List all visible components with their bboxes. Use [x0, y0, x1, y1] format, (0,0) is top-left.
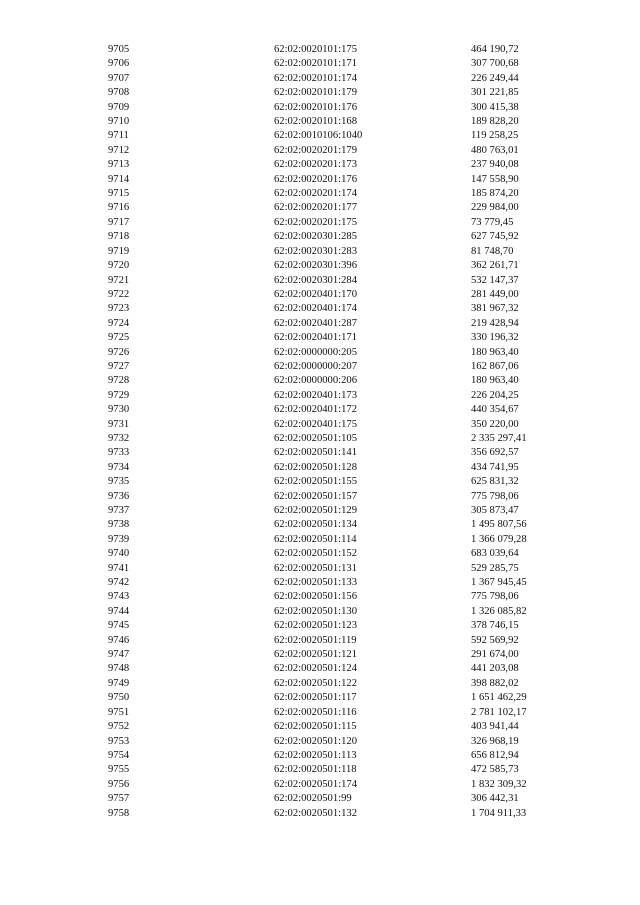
cadastral-number-cell: 62:02:0020101:175	[274, 44, 357, 55]
table-row	[108, 749, 548, 763]
table-row	[108, 547, 548, 561]
cadastral-value-cell: 775 798,06	[471, 490, 519, 502]
row-number-cell: 9716	[108, 202, 130, 214]
row-number-cell: 9754	[108, 749, 130, 761]
cadastral-value-cell: 529 285,75	[471, 562, 519, 574]
table-row	[108, 72, 548, 86]
cadastral-value-cell: 464 190,72	[471, 44, 519, 55]
row-number-cell: 9715	[108, 188, 130, 200]
cadastral-value-cell: 480 763,01	[471, 144, 519, 156]
row-number-cell: 9721	[108, 274, 130, 286]
table-row	[108, 605, 548, 619]
cadastral-value-cell: 434 741,95	[471, 461, 519, 473]
cadastral-value-cell: 1 832 309,32	[471, 778, 527, 790]
cadastral-value-cell: 440 354,67	[471, 404, 519, 416]
cadastral-value-cell: 625 831,32	[471, 476, 519, 488]
cadastral-number-cell: 62:02:0020501:123	[274, 620, 357, 632]
table-row	[108, 144, 548, 158]
table-row	[108, 259, 548, 273]
table-row	[108, 504, 548, 518]
cadastral-number-cell: 62:02:0020501:134	[274, 519, 357, 531]
cadastral-number-cell: 62:02:0020501:156	[274, 591, 357, 603]
row-number-cell: 9718	[108, 231, 130, 243]
cadastral-number-cell: 62:02:0020501:132	[274, 807, 357, 819]
cadastral-value-cell: 226 204,25	[471, 389, 519, 401]
row-number-cell: 9727	[108, 360, 130, 372]
table-row	[108, 662, 548, 676]
cadastral-number-cell: 62:02:0020501:152	[274, 548, 357, 560]
table-row	[108, 302, 548, 316]
row-number-cell: 9729	[108, 389, 130, 401]
table-row	[108, 461, 548, 475]
table-row	[108, 691, 548, 705]
row-number-cell: 9712	[108, 144, 130, 156]
row-number-cell: 9731	[108, 418, 130, 430]
table-row	[108, 331, 548, 345]
cadastral-value-cell: 378 746,15	[471, 620, 519, 632]
table-row	[108, 533, 548, 547]
table-row	[108, 490, 548, 504]
table-row	[108, 274, 548, 288]
cadastral-value-cell: 180 963,40	[471, 346, 519, 358]
table-row	[108, 778, 548, 792]
cadastral-value-cell: 592 569,92	[471, 634, 519, 646]
cadastral-value-cell: 237 940,08	[471, 159, 519, 171]
table-row	[108, 446, 548, 460]
row-number-cell: 9753	[108, 735, 130, 747]
table-row	[108, 648, 548, 662]
cadastral-number-cell: 62:02:0020101:171	[274, 58, 357, 70]
cadastral-number-cell: 62:02:0020501:121	[274, 649, 357, 661]
cadastral-value-cell: 81 748,70	[471, 245, 514, 257]
row-number-cell: 9709	[108, 101, 130, 113]
cadastral-number-cell: 62:02:0020301:283	[274, 245, 357, 257]
cadastral-value-cell: 627 745,92	[471, 231, 519, 243]
row-number-cell: 9733	[108, 447, 130, 459]
cadastral-value-cell: 119 258,25	[471, 130, 519, 142]
row-number-cell: 9744	[108, 605, 130, 617]
cadastral-number-cell: 62:02:0020501:174	[274, 778, 357, 790]
cadastral-value-cell: 398 882,02	[471, 677, 519, 689]
row-number-cell: 9726	[108, 346, 130, 358]
cadastral-number-cell: 62:02:0020101:176	[274, 101, 357, 113]
cadastral-value-cell: 307 700,68	[471, 58, 519, 70]
cadastral-number-cell: 62:02:0020201:175	[274, 216, 357, 228]
row-number-cell: 9723	[108, 303, 130, 315]
row-number-cell: 9737	[108, 505, 130, 516]
cadastral-value-cell: 2 781 102,17	[471, 706, 527, 718]
cadastral-value-cell: 229 984,00	[471, 202, 519, 214]
cadastral-number-cell: 62:02:0020301:284	[274, 274, 357, 286]
row-number-cell: 9750	[108, 692, 130, 704]
row-number-cell: 9740	[108, 548, 130, 560]
row-number-cell: 9734	[108, 461, 130, 473]
table-row	[108, 57, 548, 71]
cadastral-number-cell: 62:02:0020201:173	[274, 159, 357, 171]
row-number-cell: 9706	[108, 58, 130, 70]
cadastral-number-cell: 62:02:0020501:124	[274, 663, 357, 675]
cadastral-number-cell: 62:02:0020401:173	[274, 389, 357, 401]
row-number-cell: 9728	[108, 375, 130, 387]
cadastral-number-cell: 62:02:0000000:206	[274, 375, 357, 387]
table-row	[108, 317, 548, 331]
cadastral-number-cell: 62:02:0020501:114	[274, 533, 357, 545]
cadastral-number-cell: 62:02:0020501:131	[274, 562, 357, 574]
cadastral-number-cell: 62:02:0020401:287	[274, 317, 357, 329]
cadastral-value-cell: 1 366 079,28	[471, 533, 527, 545]
table-row	[108, 475, 548, 489]
cadastral-number-cell: 62:02:0020401:170	[274, 288, 357, 300]
cadastral-number-cell: 62:02:0020401:174	[274, 303, 357, 315]
cadastral-number-cell: 62:02:0020501:133	[274, 577, 357, 589]
table-row	[108, 518, 548, 532]
cadastral-number-cell: 62:02:0020401:175	[274, 418, 357, 430]
table-row	[108, 403, 548, 417]
cadastral-value-cell: 326 968,19	[471, 735, 519, 747]
cadastral-value-cell: 472 585,73	[471, 764, 519, 776]
table-row	[108, 807, 548, 821]
cadastral-value-cell: 281 449,00	[471, 288, 519, 300]
cadastral-number-cell: 62:02:0020501:117	[274, 692, 357, 704]
table-row	[108, 187, 548, 201]
cadastral-number-cell: 62:02:0020501:99	[274, 793, 352, 805]
table-row	[108, 677, 548, 691]
row-number-cell: 9732	[108, 432, 130, 444]
row-number-cell: 9755	[108, 764, 130, 776]
cadastral-value-cell: 1 651 462,29	[471, 692, 527, 704]
table-row	[108, 245, 548, 259]
row-number-cell: 9742	[108, 577, 130, 589]
cadastral-number-cell: 62:02:0000000:207	[274, 360, 357, 372]
table-row	[108, 576, 548, 590]
row-number-cell: 9745	[108, 620, 130, 632]
table-row	[108, 158, 548, 172]
cadastral-number-cell: 62:02:0020501:129	[274, 505, 357, 516]
table-row	[108, 418, 548, 432]
row-number-cell: 9719	[108, 245, 130, 257]
cadastral-number-cell: 62:02:0020501:116	[274, 706, 357, 718]
cadastral-value-table	[108, 43, 548, 821]
cadastral-value-cell: 147 558,90	[471, 173, 519, 185]
cadastral-value-cell: 683 039,64	[471, 548, 519, 560]
cadastral-number-cell: 62:02:0020501:141	[274, 447, 357, 459]
cadastral-number-cell: 62:02:0020501:105	[274, 432, 357, 444]
cadastral-number-cell: 62:02:0020501:122	[274, 677, 357, 689]
cadastral-value-cell: 73 779,45	[471, 216, 514, 228]
cadastral-number-cell: 62:02:0020301:285	[274, 231, 357, 243]
cadastral-value-cell: 1 367 945,45	[471, 577, 527, 589]
table-row	[108, 432, 548, 446]
table-row	[108, 346, 548, 360]
cadastral-value-cell: 362 261,71	[471, 260, 519, 272]
cadastral-value-cell: 162 867,06	[471, 360, 519, 372]
cadastral-value-cell: 1 495 807,56	[471, 519, 527, 531]
row-number-cell: 9736	[108, 490, 130, 502]
cadastral-number-cell: 62:02:0020201:177	[274, 202, 357, 214]
row-number-cell: 9708	[108, 87, 130, 99]
cadastral-number-cell: 62:02:0000000:205	[274, 346, 357, 358]
cadastral-value-cell: 185 874,20	[471, 188, 519, 200]
row-number-cell: 9714	[108, 173, 130, 185]
table-row	[108, 101, 548, 115]
cadastral-value-cell: 330 196,32	[471, 332, 519, 344]
row-number-cell: 9739	[108, 533, 130, 545]
row-number-cell: 9717	[108, 216, 130, 228]
table-row	[108, 763, 548, 777]
row-number-cell: 9705	[108, 44, 130, 55]
table-row	[108, 360, 548, 374]
row-number-cell: 9710	[108, 116, 130, 128]
cadastral-value-cell: 300 415,38	[471, 101, 519, 113]
table-row	[108, 562, 548, 576]
cadastral-value-cell: 306 442,31	[471, 793, 519, 805]
cadastral-number-cell: 62:02:0020201:174	[274, 188, 357, 200]
table-row	[108, 43, 548, 57]
table-row	[108, 173, 548, 187]
cadastral-value-cell: 441 203,08	[471, 663, 519, 675]
cadastral-number-cell: 62:02:0020101:168	[274, 116, 357, 128]
cadastral-number-cell: 62:02:0020501:118	[274, 764, 357, 776]
table-row	[108, 590, 548, 604]
table-row	[108, 619, 548, 633]
cadastral-value-cell: 180 963,40	[471, 375, 519, 387]
cadastral-number-cell: 62:02:0020101:174	[274, 72, 357, 84]
table-row	[108, 374, 548, 388]
row-number-cell: 9738	[108, 519, 130, 531]
row-number-cell: 9720	[108, 260, 130, 272]
cadastral-value-cell: 381 967,32	[471, 303, 519, 315]
cadastral-number-cell: 62:02:0020201:176	[274, 173, 357, 185]
table-row	[108, 706, 548, 720]
row-number-cell: 9747	[108, 649, 130, 661]
cadastral-value-cell: 356 692,57	[471, 447, 519, 459]
cadastral-number-cell: 62:02:0020401:172	[274, 404, 357, 416]
table-row	[108, 720, 548, 734]
cadastral-value-cell: 226 249,44	[471, 72, 519, 84]
cadastral-value-cell: 532 147,37	[471, 274, 519, 286]
row-number-cell: 9752	[108, 721, 130, 733]
table-row	[108, 86, 548, 100]
cadastral-number-cell: 62:02:0020101:179	[274, 87, 357, 99]
table-row	[108, 735, 548, 749]
row-number-cell: 9724	[108, 317, 130, 329]
cadastral-value-cell: 291 674,00	[471, 649, 519, 661]
cadastral-value-cell: 305 873,47	[471, 505, 519, 516]
table-row	[108, 129, 548, 143]
row-number-cell: 9746	[108, 634, 130, 646]
cadastral-number-cell: 62:02:0020501:128	[274, 461, 357, 473]
cadastral-value-cell: 775 798,06	[471, 591, 519, 603]
table-row	[108, 115, 548, 129]
row-number-cell: 9711	[108, 130, 129, 142]
row-number-cell: 9735	[108, 476, 130, 488]
row-number-cell: 9756	[108, 778, 130, 790]
row-number-cell: 9748	[108, 663, 130, 675]
cadastral-value-cell: 219 428,94	[471, 317, 519, 329]
cadastral-value-cell: 301 221,85	[471, 87, 519, 99]
table-row	[108, 288, 548, 302]
cadastral-number-cell: 62:02:0020501:155	[274, 476, 357, 488]
cadastral-value-cell: 1 326 085,82	[471, 605, 527, 617]
cadastral-value-cell: 189 828,20	[471, 116, 519, 128]
row-number-cell: 9707	[108, 72, 130, 84]
table-row	[108, 216, 548, 230]
cadastral-value-cell: 656 812,94	[471, 749, 519, 761]
table-row	[108, 634, 548, 648]
row-number-cell: 9757	[108, 793, 130, 805]
cadastral-value-cell: 350 220,00	[471, 418, 519, 430]
cadastral-value-cell: 1 704 911,33	[471, 807, 527, 819]
cadastral-number-cell: 62:02:0020501:119	[274, 634, 357, 646]
table-body	[108, 43, 548, 821]
row-number-cell: 9725	[108, 332, 130, 344]
cadastral-number-cell: 62:02:0020501:115	[274, 721, 357, 733]
table-row	[108, 792, 548, 806]
cadastral-value-cell: 403 941,44	[471, 721, 519, 733]
row-number-cell: 9730	[108, 404, 130, 416]
cadastral-number-cell: 62:02:0020501:113	[274, 749, 357, 761]
cadastral-number-cell: 62:02:0020501:157	[274, 490, 357, 502]
table-row	[108, 201, 548, 215]
table-row	[108, 389, 548, 403]
row-number-cell: 9743	[108, 591, 130, 603]
cadastral-number-cell: 62:02:0020501:120	[274, 735, 357, 747]
cadastral-number-cell: 62:02:0020201:179	[274, 144, 357, 156]
row-number-cell: 9749	[108, 677, 130, 689]
row-number-cell: 9722	[108, 288, 130, 300]
row-number-cell: 9741	[108, 562, 130, 574]
row-number-cell: 9713	[108, 159, 130, 171]
cadastral-value-cell: 2 335 297,41	[471, 432, 527, 444]
cadastral-number-cell: 62:02:0020301:396	[274, 260, 357, 272]
row-number-cell: 9751	[108, 706, 130, 718]
cadastral-number-cell: 62:02:0010106:1040	[274, 130, 363, 142]
cadastral-number-cell: 62:02:0020501:130	[274, 605, 357, 617]
row-number-cell: 9758	[108, 807, 130, 819]
table-row	[108, 230, 548, 244]
cadastral-number-cell: 62:02:0020401:171	[274, 332, 357, 344]
